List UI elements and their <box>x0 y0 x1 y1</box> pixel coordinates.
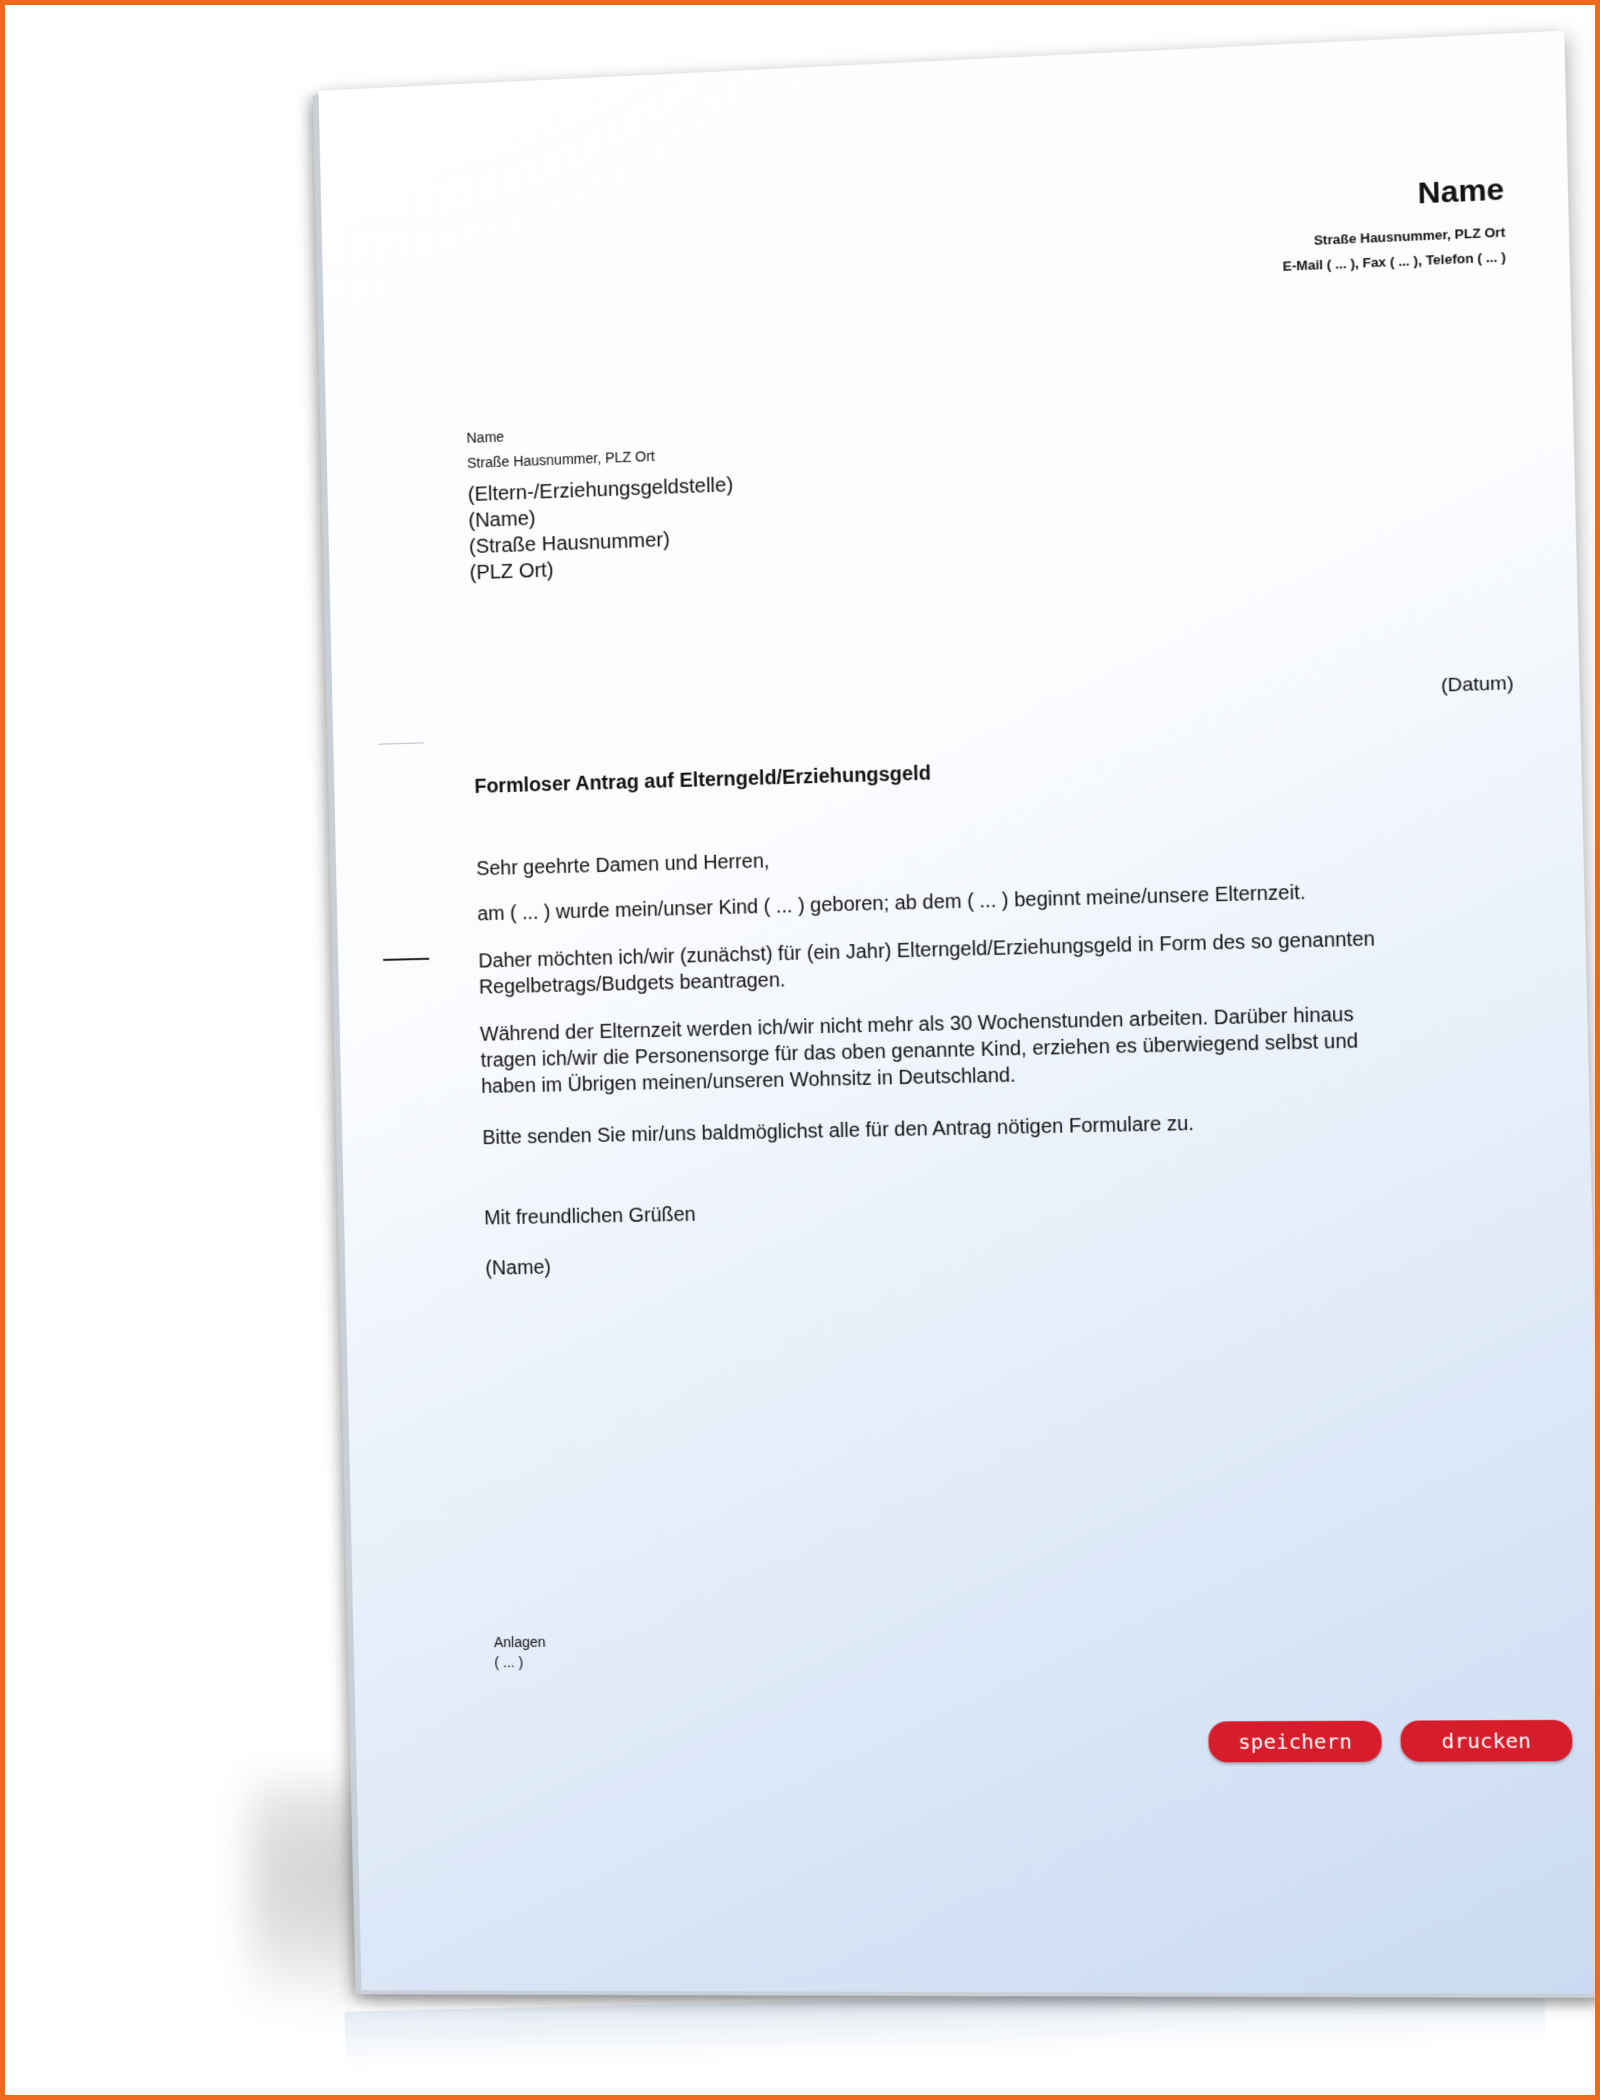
recipient-line-3: (Straße Hausnummer) <box>468 528 671 559</box>
recipient-line-4: (PLZ Ort) <box>469 559 554 585</box>
save-button[interactable]: speichern <box>1208 1721 1382 1763</box>
paragraph-1: am ( ... ) wurde mein/unser Kind ( ... ) geboren; ab dem ( ... ) beginnt meine/unsere Elternzeit. <box>477 881 1306 926</box>
letterhead-address: Straße Hausnummer, PLZ Ort <box>1313 224 1506 249</box>
letter-subject: Formloser Antrag auf Elterngeld/Erziehungsgeld <box>474 762 932 799</box>
letter-date: (Datum) <box>1440 672 1514 697</box>
return-address-name: Name <box>466 428 505 446</box>
print-button[interactable]: drucken <box>1400 1720 1573 1762</box>
recipient-line-1: (Eltern-/Erziehungsgeldstelle) <box>467 474 734 507</box>
letterhead-contact: E-Mail ( ... ), Fax ( ... ), Telefon ( ... ) <box>1282 249 1506 274</box>
paragraph-3: Während der Elternzeit werden ich/wir nicht mehr als 30 Wochenstunden arbeiten. Darüber hinaus tragen ich/wir die Personensorge für das oben genannte Kind, erziehen es überwiegend selbst und haben im Übrigen meinen/unseren Wohnsitz in Deutschland. <box>479 1003 1359 1099</box>
punch-mark <box>383 958 429 961</box>
recipient-line-2: (Name) <box>468 507 536 533</box>
letter-page <box>319 31 1600 1994</box>
paragraph-4: Bitte senden Sie mir/uns baldmöglichst alle für den Antrag nötigen Formulare zu. <box>482 1112 1195 1150</box>
letterhead-name: Name <box>1417 172 1505 211</box>
salutation: Sehr geehrte Damen und Herren, <box>476 850 770 881</box>
attachments-label: Anlagen <box>493 1633 546 1651</box>
signature-name: (Name) <box>485 1256 552 1280</box>
return-address-street: Straße Hausnummer, PLZ Ort <box>466 447 655 472</box>
fold-mark <box>378 742 424 744</box>
attachments-value: ( ... ) <box>494 1654 524 1671</box>
paragraph-2: Daher möchten ich/wir (zunächst) für (ein Jahr) Elterngeld/Erziehungsgeld in Form des so genannten Regelbetrags/Budgets beantragen. <box>478 928 1376 999</box>
closing: Mit freundlichen Grüßen <box>484 1203 696 1230</box>
